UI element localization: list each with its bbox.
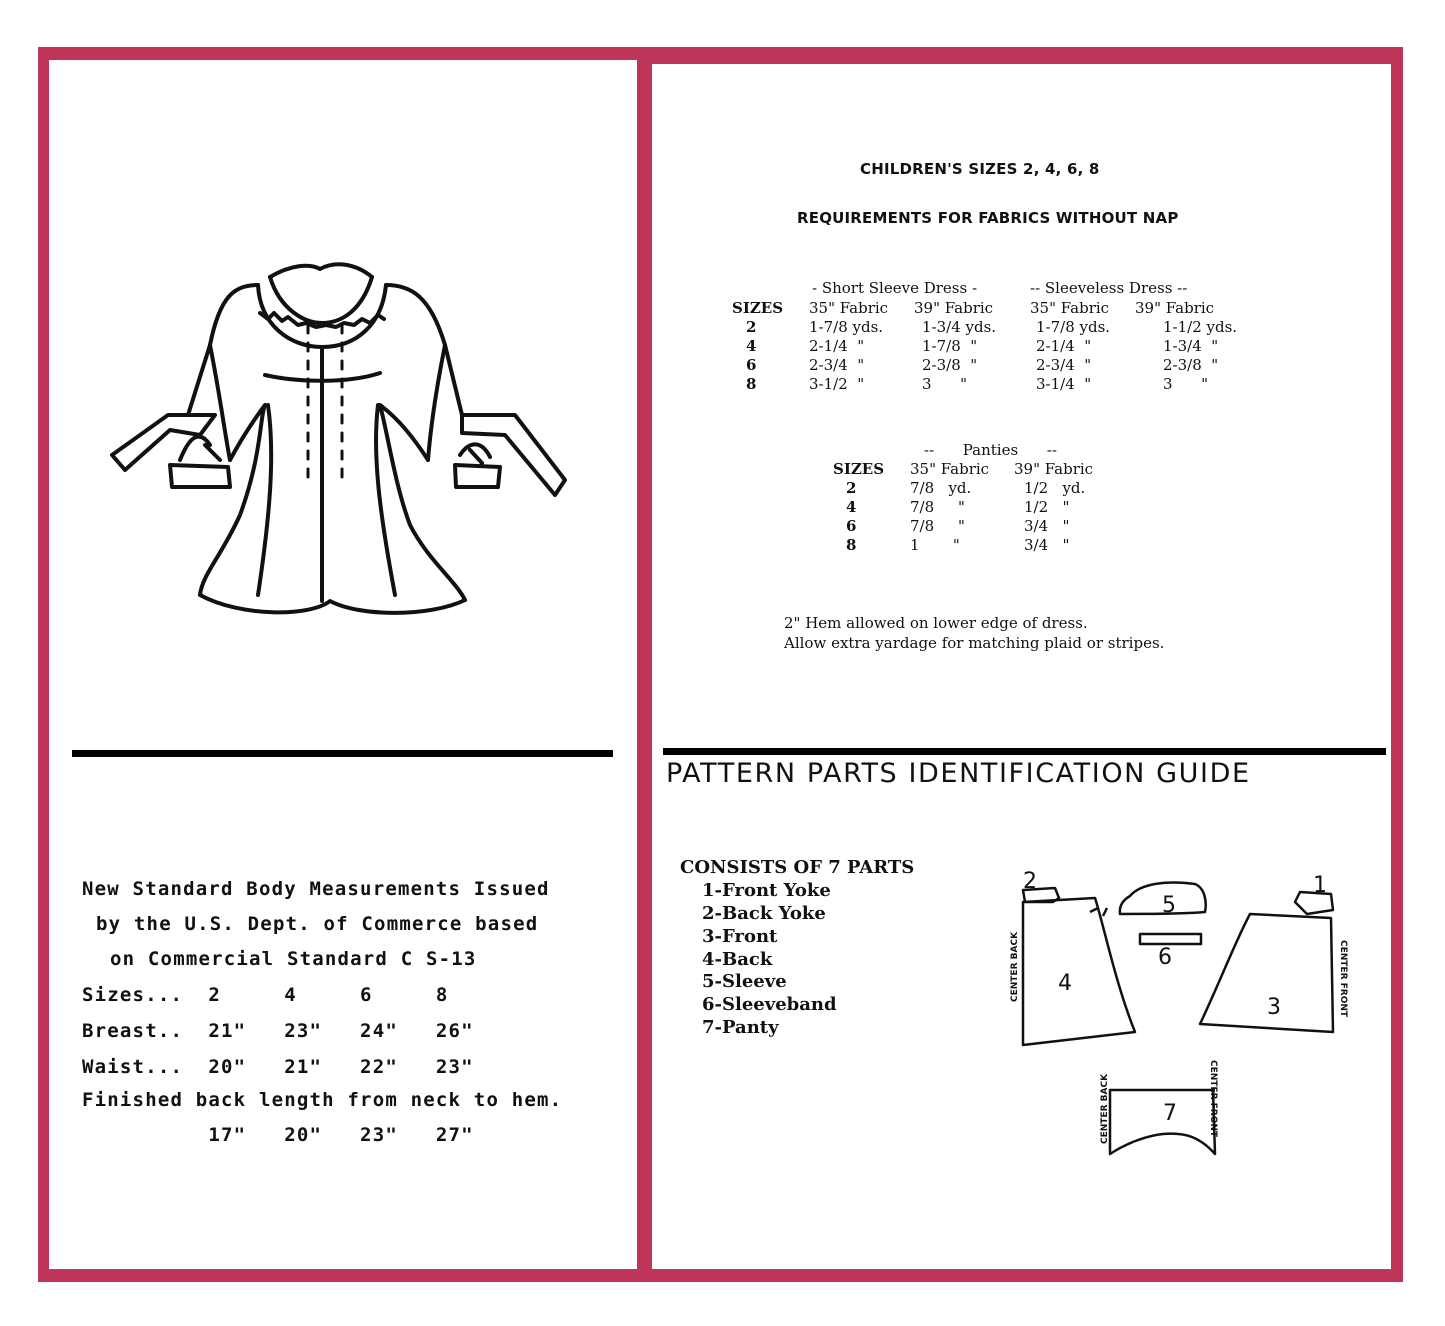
center-back-label: CENTER BACK bbox=[1100, 1073, 1110, 1144]
left-panel bbox=[49, 60, 637, 1269]
dress-col-1: 35" Fabric bbox=[809, 299, 889, 317]
dress-cell: 1-3/4 " bbox=[1163, 337, 1219, 355]
measurements-intro-2: by the U.S. Dept. of Commerce based bbox=[96, 913, 539, 935]
panties-cell: 1/2 " bbox=[1024, 498, 1070, 516]
dress-sizes-label: SIZES bbox=[732, 299, 784, 317]
dress-cell: 3 " bbox=[922, 375, 968, 393]
panties-cell: 7/8 yd. bbox=[910, 479, 972, 497]
hem-note: 2" Hem allowed on lower edge of dress. bbox=[784, 614, 1088, 632]
panties-size: 2 bbox=[846, 479, 857, 497]
measurements-waist: Waist... 20" 21" 22" 23" bbox=[82, 1056, 474, 1078]
panties-cell: 1/2 yd. bbox=[1024, 479, 1086, 497]
part-item: 3-Front bbox=[702, 926, 778, 947]
left-divider bbox=[72, 750, 613, 757]
dress-cell: 2-1/4 " bbox=[1036, 337, 1092, 355]
measurements-intro-3: on Commercial Standard C S-13 bbox=[110, 948, 477, 970]
panties-sizes-label: SIZES bbox=[833, 460, 885, 478]
plaid-note: Allow extra yardage for matching plaid or stripes. bbox=[784, 634, 1165, 652]
dress-cell: 1-7/8 yds. bbox=[809, 318, 884, 336]
part-item: 6-Sleeveband bbox=[702, 994, 837, 1015]
dress-cell: 2-3/8 " bbox=[922, 356, 978, 374]
dress-col-2: 39" Fabric bbox=[914, 299, 994, 317]
dress-group-short: - Short Sleeve Dress - bbox=[812, 279, 978, 297]
dress-cell: 3-1/4 " bbox=[1036, 375, 1092, 393]
dress-cell: 2-1/4 " bbox=[809, 337, 865, 355]
panties-cell: 3/4 " bbox=[1024, 536, 1070, 554]
part-item: 1-Front Yoke bbox=[702, 880, 831, 901]
guide-title: PATTERN PARTS IDENTIFICATION GUIDE bbox=[666, 758, 1251, 789]
requirements-title: CHILDREN'S SIZES 2, 4, 6, 8 bbox=[860, 160, 1100, 178]
dress-col-4: 39" Fabric bbox=[1135, 299, 1215, 317]
dress-cell: 3 " bbox=[1163, 375, 1209, 393]
part-number-5: 5 bbox=[1162, 893, 1176, 918]
dress-size: 6 bbox=[746, 356, 757, 374]
dress-col-3: 35" Fabric bbox=[1030, 299, 1110, 317]
part-item: 4-Back bbox=[702, 949, 773, 970]
panties-size: 4 bbox=[846, 498, 857, 516]
dress-illustration bbox=[110, 255, 570, 615]
dress-cell: 1-1/2 yds. bbox=[1163, 318, 1238, 336]
dress-cell: 1-7/8 yds. bbox=[1036, 318, 1111, 336]
part-number-1: 1 bbox=[1313, 873, 1327, 898]
part-number-6: 6 bbox=[1158, 945, 1172, 970]
dress-size: 8 bbox=[746, 375, 757, 393]
parts-heading: CONSISTS OF 7 PARTS bbox=[680, 857, 915, 878]
part-number-3: 3 bbox=[1267, 995, 1281, 1020]
measurements-intro-1: New Standard Body Measurements Issued bbox=[82, 878, 550, 900]
panties-cell: 1 " bbox=[910, 536, 960, 554]
part-number-4: 4 bbox=[1058, 971, 1072, 996]
dress-group-sleeveless: -- Sleeveless Dress -- bbox=[1030, 279, 1188, 297]
dress-cell: 2-3/4 " bbox=[809, 356, 865, 374]
measurements-breast: Breast.. 21" 23" 24" 26" bbox=[82, 1020, 474, 1042]
requirements-subtitle: REQUIREMENTS FOR FABRICS WITHOUT NAP bbox=[797, 209, 1179, 227]
piece-sleeveband bbox=[1140, 934, 1201, 944]
part-number-7: 7 bbox=[1163, 1101, 1177, 1126]
pattern-parts-diagram bbox=[995, 862, 1365, 1167]
measurements-lengths: 17" 20" 23" 27" bbox=[82, 1124, 474, 1146]
dress-cell: 1-3/4 yds. bbox=[922, 318, 997, 336]
panties-cell: 3/4 " bbox=[1024, 517, 1070, 535]
panties-col-1: 35" Fabric bbox=[910, 460, 990, 478]
dress-cell: 2-3/8 " bbox=[1163, 356, 1219, 374]
dress-cell: 3-1/2 " bbox=[809, 375, 865, 393]
panties-cell: 7/8 " bbox=[910, 517, 965, 535]
part-item: 2-Back Yoke bbox=[702, 903, 826, 924]
piece-back bbox=[1023, 898, 1135, 1045]
part-item: 5-Sleeve bbox=[702, 971, 787, 992]
dress-size: 2 bbox=[746, 318, 757, 336]
panties-size: 6 bbox=[846, 517, 857, 535]
measurements-sizes: Sizes... 2 4 6 8 bbox=[82, 984, 449, 1006]
part-number-2: 2 bbox=[1023, 869, 1037, 894]
right-divider bbox=[663, 748, 1386, 755]
part-item: 7-Panty bbox=[702, 1017, 779, 1038]
panties-size: 8 bbox=[846, 536, 857, 554]
dress-cell: 1-7/8 " bbox=[922, 337, 978, 355]
center-front-label: CENTER FRONT bbox=[1338, 940, 1348, 1018]
measurements-finished: Finished back length from neck to hem. bbox=[82, 1089, 563, 1111]
panties-cell: 7/8 " bbox=[910, 498, 965, 516]
center-back-label: CENTER BACK bbox=[1010, 931, 1020, 1002]
panties-group: -- Panties -- bbox=[924, 441, 1057, 459]
center-front-label: CENTER FRONT bbox=[1208, 1060, 1218, 1138]
dress-cell: 2-3/4 " bbox=[1036, 356, 1092, 374]
dress-size: 4 bbox=[746, 337, 757, 355]
panties-col-2: 39" Fabric bbox=[1014, 460, 1094, 478]
